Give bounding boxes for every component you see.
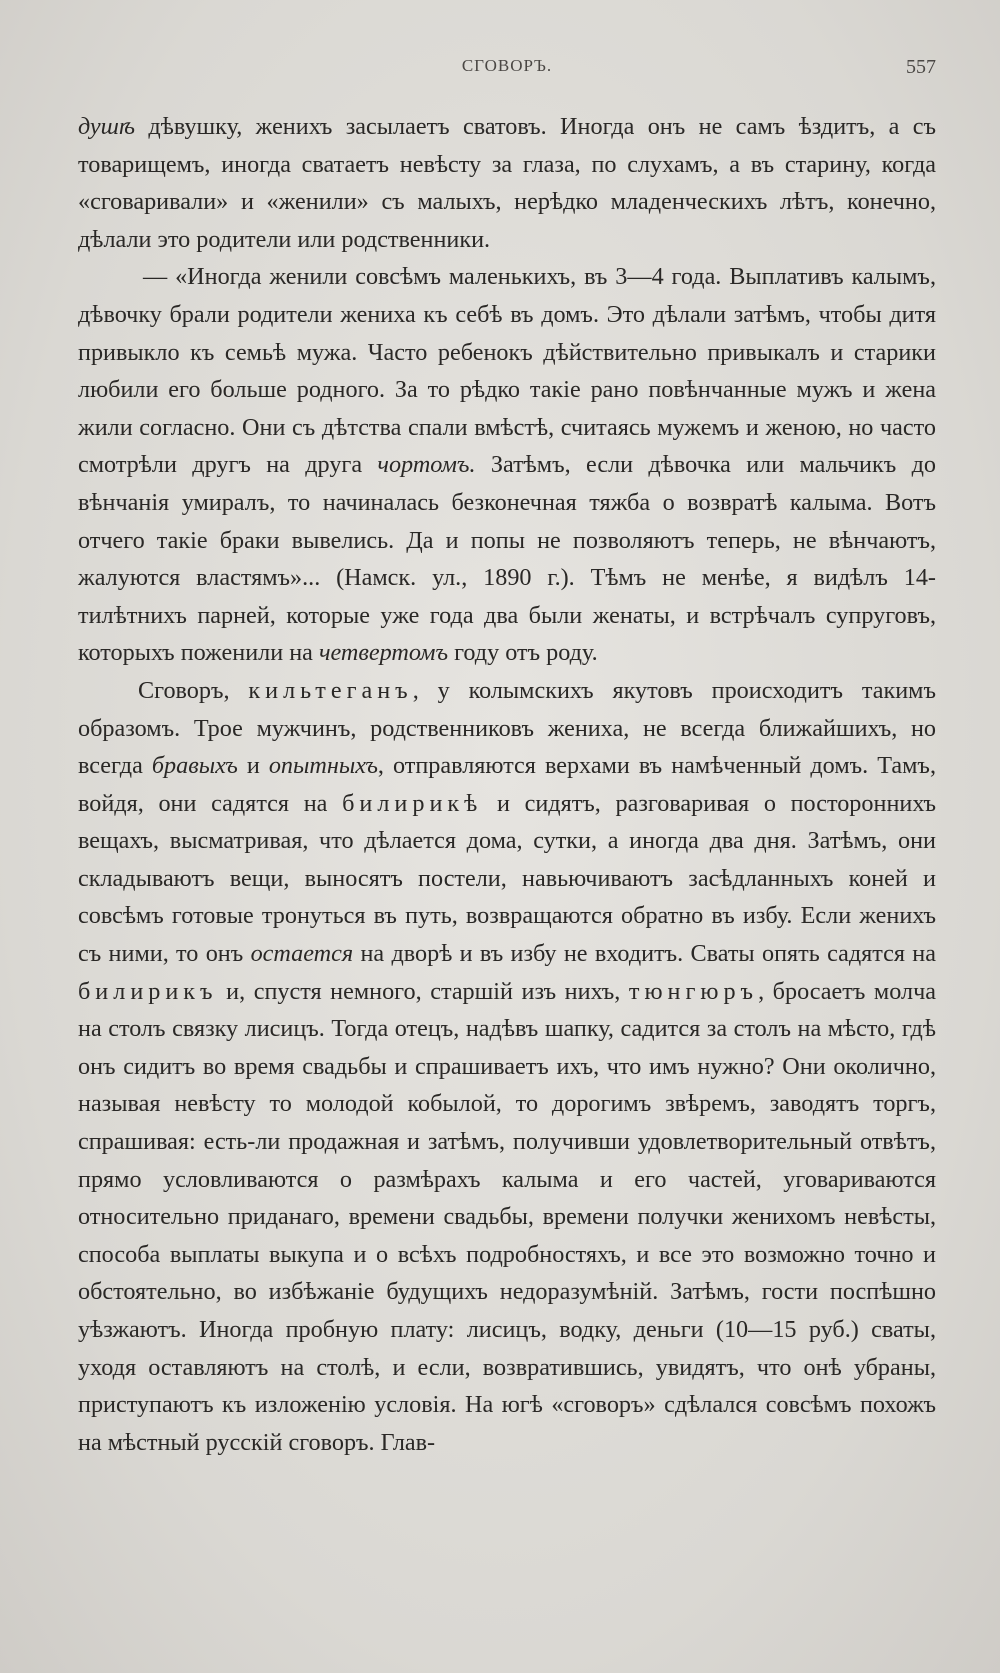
text-run: Сговоръ, (138, 676, 249, 704)
text-run: , бросаетъ молча на столъ связку лисицъ. Тогда отецъ, надѣвъ шапку, садится за столъ на мѣсто, гдѣ онъ сидитъ во время свадьбы и спрашиваетъ ихъ, что имъ нужно? Они околично, называя невѣсту то молодой кобылой, то дорогимъ звѣремъ, заводятъ торгъ, спрашивая: есть-ли продажная и затѣмъ, получивши удовлетворительный отвѣтъ, прямо условливаются о размѣрахъ калыма и его частей, уговариваются относительно приданаго, времени свадьбы, времени получки женихомъ невѣсты, способа выплаты выкупа и о всѣхъ подробностяхъ, и все это возможно точно и обстоятельно, во избѣжаніе будущихъ недоразумѣній. Затѣмъ, гости поспѣшно уѣзжаютъ. Иногда пробную плату: лисицъ, водку, деньги (10—15 руб.) сваты, уходя оставляютъ на столѣ, и если, возвратившись, увидятъ, что онѣ убраны, приступаютъ къ изложенію условія. На югѣ «сговоръ» сдѣлался совсѣмъ похожъ на мѣстный русскій сговоръ. Глав- (78, 977, 936, 1456)
text-run: на дворѣ и въ избу не входитъ. Сваты опять садятся на (353, 940, 936, 968)
italic-term: остается (250, 940, 354, 968)
page-number: 557 (906, 56, 936, 78)
paragraph-sgovor (78, 672, 936, 1461)
body-text (78, 108, 936, 1461)
spaced-term: кильтеганъ (248, 676, 413, 704)
text-run: , у колымскихъ якутовъ происходитъ такимъ образомъ. Трое мужчинъ, родственниковъ жениха, не всегда ближайшихъ, но всегда (78, 676, 936, 780)
text-run: дѣвушку, женихъ засылаетъ сватовъ. Иногда онъ не самъ ѣздитъ, а съ товарищемъ, иногда сватаетъ невѣсту за глаза, по слухамъ, а въ старину, когда «сговаривали» и «женили» съ малыхъ, нерѣдко младенческихъ лѣтъ, конечно, дѣлали это родители или родственники. (78, 113, 936, 253)
italic-term: душѣ (78, 113, 136, 140)
spaced-term: билирикѣ (342, 789, 483, 817)
italic-term: бравыхъ (151, 752, 238, 780)
running-title: СГОВОРЪ. (461, 56, 553, 75)
text-run: году отъ роду. (448, 639, 598, 667)
italic-term: опытныхъ (268, 752, 378, 780)
paragraph-continuation (78, 108, 936, 258)
italic-term: чортомъ. (377, 451, 476, 479)
italic-term: четвертомъ (318, 639, 449, 667)
text-run: и (237, 752, 269, 780)
spaced-term: билирикъ (78, 977, 218, 1005)
spaced-term: тюнгюръ (628, 977, 759, 1005)
running-head (78, 56, 936, 80)
text-run: Затѣмъ, если дѣвочка или мальчикъ до вѣнчанія умиралъ, то начиналась безконечная тяжба о возвратѣ калыма. Вотъ отчего такіе браки вывелись. Да и попы не позволяютъ теперь, не вѣнчаютъ, жалуются властямъ»... (Намск. ул., 1890 г.). Тѣмъ не менѣе, я видѣлъ 14-тилѣтнихъ парней, которые уже года два были женаты, и встрѣчалъ супруговъ, которыхъ поженили на (78, 451, 936, 667)
text-run: и, спустя немного, старшій изъ нихъ, (217, 977, 629, 1005)
text-run: и сидятъ, разговаривая о постороннихъ вещахъ, высматривая, что дѣлается дома, сутки, а иногда два дня. Затѣмъ, они складываютъ вещи, выносятъ постели, навьючиваютъ засѣдланныхъ коней и совсѣмъ готовые тронуться въ путь, возвращаются обратно въ избу. Если женихъ съ ними, то онъ (78, 789, 937, 968)
paragraph-quote (78, 258, 936, 672)
text-run: — «Иногда женили совсѣмъ маленькихъ, въ 3—4 года. Выплативъ калымъ, дѣвочку брали родители жениха къ себѣ въ домъ. Это дѣлали затѣмъ, чтобы дитя привыкло къ семьѣ мужа. Часто ребенокъ дѣйствительно привыкалъ и старики любили его больше родного. За то рѣдко такіе рано повѣнчанные мужъ и жена жили согласно. Они съ дѣтства спали вмѣстѣ, считаясь мужемъ и женою, но часто смотрѣли другъ на друга (78, 263, 936, 479)
text-run: , отправляются верхами въ намѣченный домъ. Тамъ, войдя, они садятся на (78, 752, 936, 817)
